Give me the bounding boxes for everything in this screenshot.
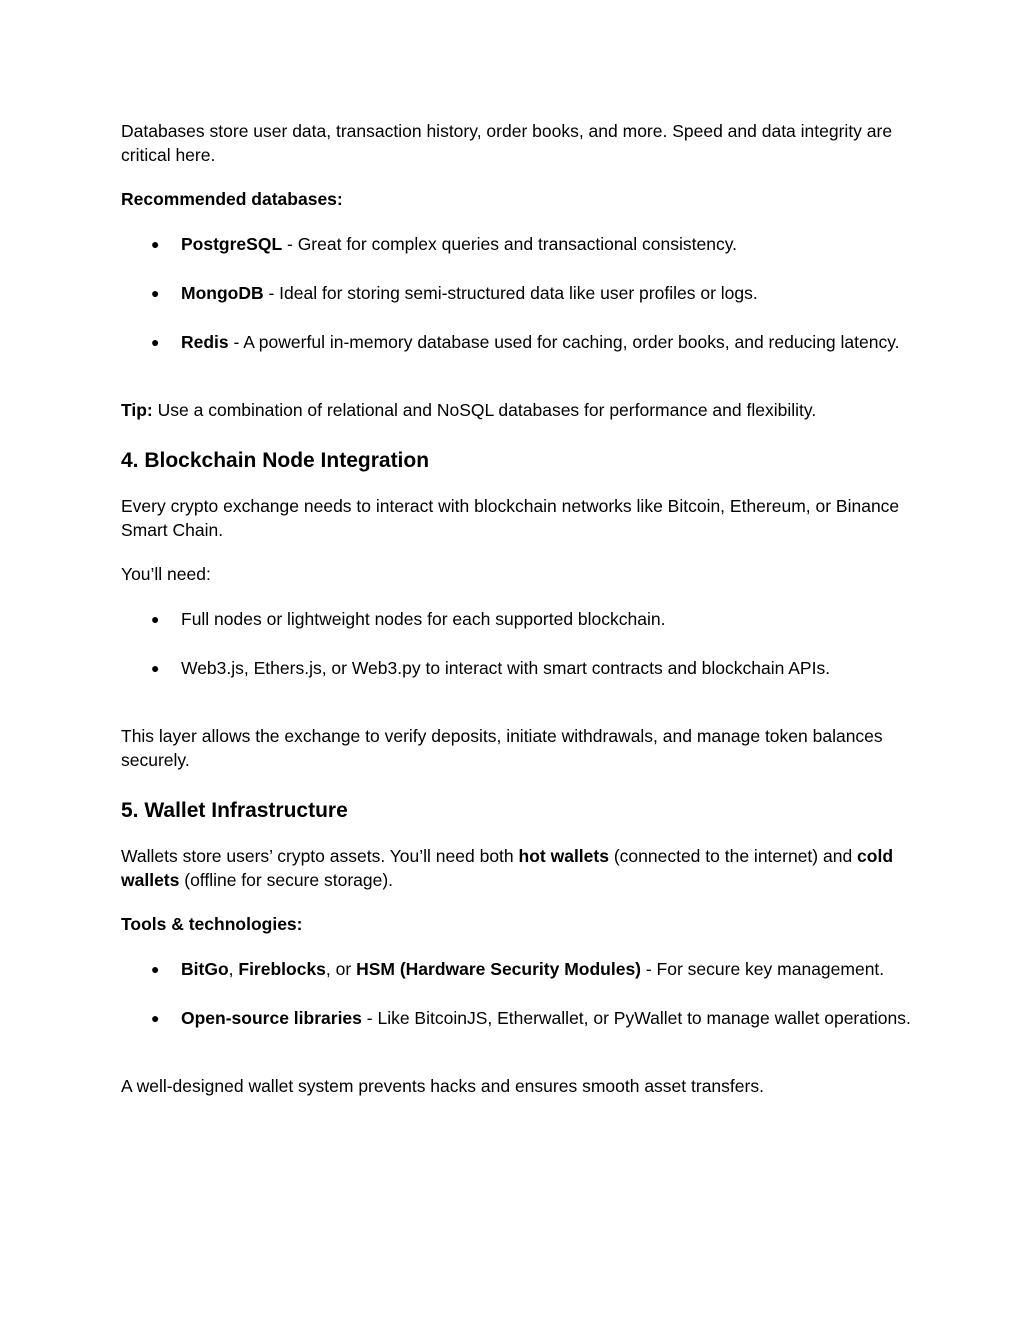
tools-list (121, 957, 911, 1030)
tip-label: Tip: (121, 400, 153, 420)
section-5-paragraph-1: Wallets store users’ crypto assets. You’ll need both hot wallets (connected to the internet) and cold wallets (offline for secure storage). (121, 846, 894, 890)
list-item: ● Open-source libraries - Like BitcoinJS, Etherwallet, or PyWallet to manage wallet operations. (151, 1008, 911, 1028)
section-4-paragraph-1: Every crypto exchange needs to interact with blockchain networks like Bitcoin, Ethereum, or Binance Smart Chain. (121, 496, 900, 540)
list-item: ● BitGo, Fireblocks, or HSM (Hardware Security Modules) - For secure key management. (151, 959, 885, 979)
bullet-icon: ● (151, 611, 160, 627)
database-name: PostgreSQL (181, 234, 283, 254)
recommended-databases-heading: Recommended databases: (121, 189, 343, 209)
database-desc: - A powerful in-memory database used for caching, order books, and reducing latency. (228, 332, 900, 352)
section-4-title: 4. Blockchain Node Integration (121, 449, 430, 472)
bullet-icon: ● (151, 285, 160, 301)
list-item (121, 330, 911, 354)
list-item (121, 656, 911, 680)
bullet-icon: ● (151, 334, 160, 350)
closing-paragraph: A well-designed wallet system prevents hacks and ensures smooth asset transfers. (121, 1076, 764, 1096)
node-requirements-list (121, 607, 911, 680)
intro-paragraph: Databases store user data, transaction history, order books, and more. Speed and data integrity are critical here. (121, 121, 893, 165)
list-item-text: Full nodes or lightweight nodes for each supported blockchain. (181, 609, 666, 629)
tip-text: Use a combination of relational and NoSQL databases for performance and flexibility. (152, 400, 817, 420)
database-desc: - Ideal for storing semi-structured data like user profiles or logs. (263, 283, 758, 303)
bullet-icon: ● (151, 236, 160, 252)
database-desc: - Great for complex queries and transactional consistency. (282, 234, 738, 254)
bullet-icon: ● (151, 660, 160, 676)
tools-heading: Tools & technologies: (121, 914, 303, 934)
list-item (121, 281, 911, 305)
database-name: MongoDB (181, 283, 264, 303)
section-4-paragraph-3: This layer allows the exchange to verify deposits, initiate withdrawals, and manage token balances securely. (121, 726, 883, 770)
list-item-text: Web3.js, Ethers.js, or Web3.py to interact with smart contracts and blockchain APIs. (181, 658, 831, 678)
bullet-icon: ● (151, 1010, 160, 1026)
section-5-title: 5. Wallet Infrastructure (121, 799, 348, 822)
list-item (121, 607, 911, 631)
document-content (121, 119, 911, 1098)
databases-list (121, 232, 911, 354)
bullet-icon: ● (151, 961, 160, 977)
list-item (121, 232, 911, 256)
database-name: Redis (181, 332, 229, 352)
tip-paragraph (121, 398, 911, 422)
section-4-paragraph-2: You’ll need: (121, 564, 211, 584)
